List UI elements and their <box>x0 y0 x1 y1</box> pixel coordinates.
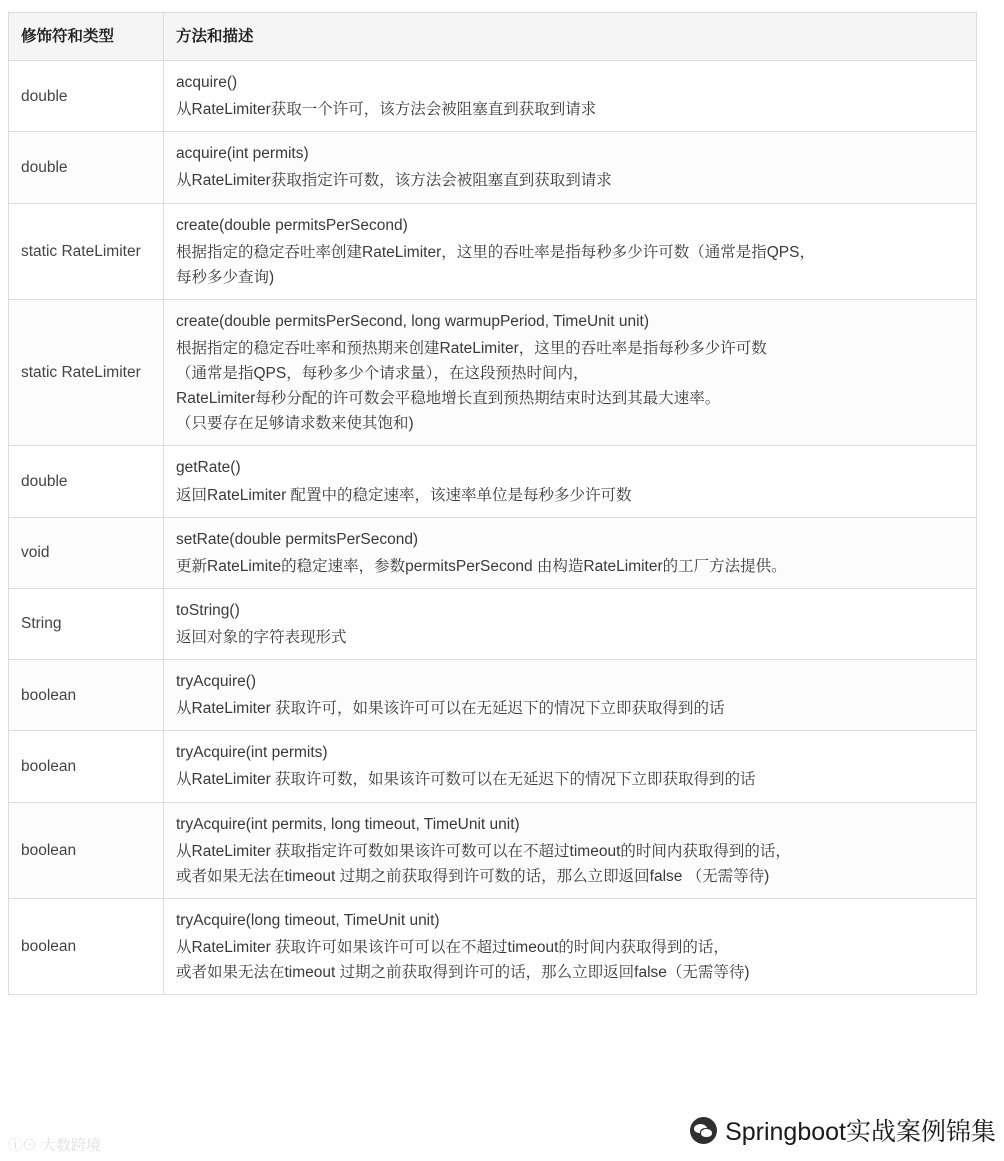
method-signature: toString() <box>176 601 240 619</box>
column-header-description: 方法和描述 <box>164 13 977 61</box>
table-row <box>9 299 977 446</box>
cell-description <box>164 299 977 446</box>
table-row <box>9 132 977 203</box>
cell-type: void <box>9 517 164 588</box>
method-description-line: 从RateLimiter 获取许可数，如果该许可数可以在无延迟下的情况下立即获取得到的话 <box>176 771 756 789</box>
cell-description <box>164 132 977 203</box>
watermark-logo-icon: ⓘ⊙ <box>8 1137 37 1154</box>
cell-type: double <box>9 132 164 203</box>
footer <box>0 1072 1004 1161</box>
method-signature: acquire() <box>176 74 238 92</box>
cell-type: static RateLimiter <box>9 299 164 446</box>
method-signature: tryAcquire(int permits, long timeout, TimeUnit unit) <box>176 815 520 833</box>
cell-type: static RateLimiter <box>9 203 164 299</box>
method-signature: tryAcquire(int permits) <box>176 744 328 762</box>
method-signature: getRate() <box>176 459 241 477</box>
cell-description <box>164 446 977 517</box>
table-row <box>9 660 977 731</box>
method-description-line: 或者如果无法在timeout 过期之前获取得到许可的话，那么立即返回false（无需等待) <box>176 964 750 982</box>
method-description-line: 从RateLimiter获取指定许可数，该方法会被阻塞直到获取到请求 <box>176 172 612 190</box>
cell-description <box>164 660 977 731</box>
cell-type: double <box>9 61 164 132</box>
cell-description <box>164 802 977 898</box>
method-signature: tryAcquire() <box>176 673 257 691</box>
table-row <box>9 446 977 517</box>
api-method-table <box>8 12 977 995</box>
cell-description <box>164 203 977 299</box>
table-row <box>9 203 977 299</box>
cell-type: String <box>9 588 164 659</box>
brand-name: Springboot实战案例锦集 <box>725 1118 996 1146</box>
table-row <box>9 802 977 898</box>
method-description-line: 更新RateLimite的稳定速率，参数permitsPerSecond 由构造RateLimiter的工厂方法提供。 <box>176 557 787 575</box>
method-signature: acquire(int permits) <box>176 145 309 163</box>
cell-description <box>164 731 977 802</box>
table-row <box>9 898 977 994</box>
method-description-line: 从RateLimiter 获取许可如果该许可可以在不超过timeout的时间内获取得到的话， <box>176 938 729 956</box>
cell-description <box>164 898 977 994</box>
table-header <box>9 13 977 61</box>
table-row <box>9 588 977 659</box>
brand-signature <box>690 1112 996 1148</box>
wechat-icon <box>690 1117 717 1144</box>
cell-type: boolean <box>9 731 164 802</box>
method-description-line: （只要存在足够请求数来使其饱和) <box>176 415 414 433</box>
watermark <box>8 1134 101 1155</box>
method-description-line: 从RateLimiter获取一个许可，该方法会被阻塞直到获取到请求 <box>176 101 597 119</box>
column-header-type: 修饰符和类型 <box>9 13 164 61</box>
cell-type: double <box>9 446 164 517</box>
document-page <box>0 12 1004 1161</box>
cell-description <box>164 517 977 588</box>
method-description-line: 返回RateLimiter 配置中的稳定速率，该速率单位是每秒多少许可数 <box>176 486 632 504</box>
method-description-line: （通常是指QPS，每秒多少个请求量），在这段预热时间内， <box>176 365 589 383</box>
table-row <box>9 517 977 588</box>
method-signature: create(double permitsPerSecond) <box>176 216 408 234</box>
table-row <box>9 731 977 802</box>
cell-description <box>164 61 977 132</box>
method-description-line: 每秒多少查询) <box>176 268 275 286</box>
method-description-line: 根据指定的稳定吞吐率创建RateLimiter，这里的吞吐率是指每秒多少许可数（通常是指QPS， <box>176 243 815 261</box>
method-signature: tryAcquire(long timeout, TimeUnit unit) <box>176 911 440 929</box>
table-header-row <box>9 13 977 61</box>
method-signature: create(double permitsPerSecond, long warmupPeriod, TimeUnit unit) <box>176 312 649 330</box>
method-description-line: 从RateLimiter 获取许可，如果该许可可以在无延迟下的情况下立即获取得到的话 <box>176 700 725 718</box>
method-signature: setRate(double permitsPerSecond) <box>176 530 419 548</box>
method-description-line: 从RateLimiter 获取指定许可数如果该许可数可以在不超过timeout的时间内获取得到的话， <box>176 842 791 860</box>
method-description-line: RateLimiter每秒分配的许可数会平稳地增长直到预热期结束时达到其最大速率。 <box>176 390 721 408</box>
cell-type: boolean <box>9 660 164 731</box>
table-row <box>9 61 977 132</box>
method-description-line: 返回对象的字符表现形式 <box>176 628 347 646</box>
cell-type: boolean <box>9 802 164 898</box>
table-body <box>9 61 977 995</box>
cell-type: boolean <box>9 898 164 994</box>
cell-description <box>164 588 977 659</box>
method-description-line: 或者如果无法在timeout 过期之前获取得到许可数的话，那么立即返回false （无需等待) <box>176 867 770 885</box>
method-description-line: 根据指定的稳定吞吐率和预热期来创建RateLimiter，这里的吞吐率是指每秒多少许可数 <box>176 339 767 357</box>
watermark-label: 大数跨境 <box>41 1137 102 1154</box>
